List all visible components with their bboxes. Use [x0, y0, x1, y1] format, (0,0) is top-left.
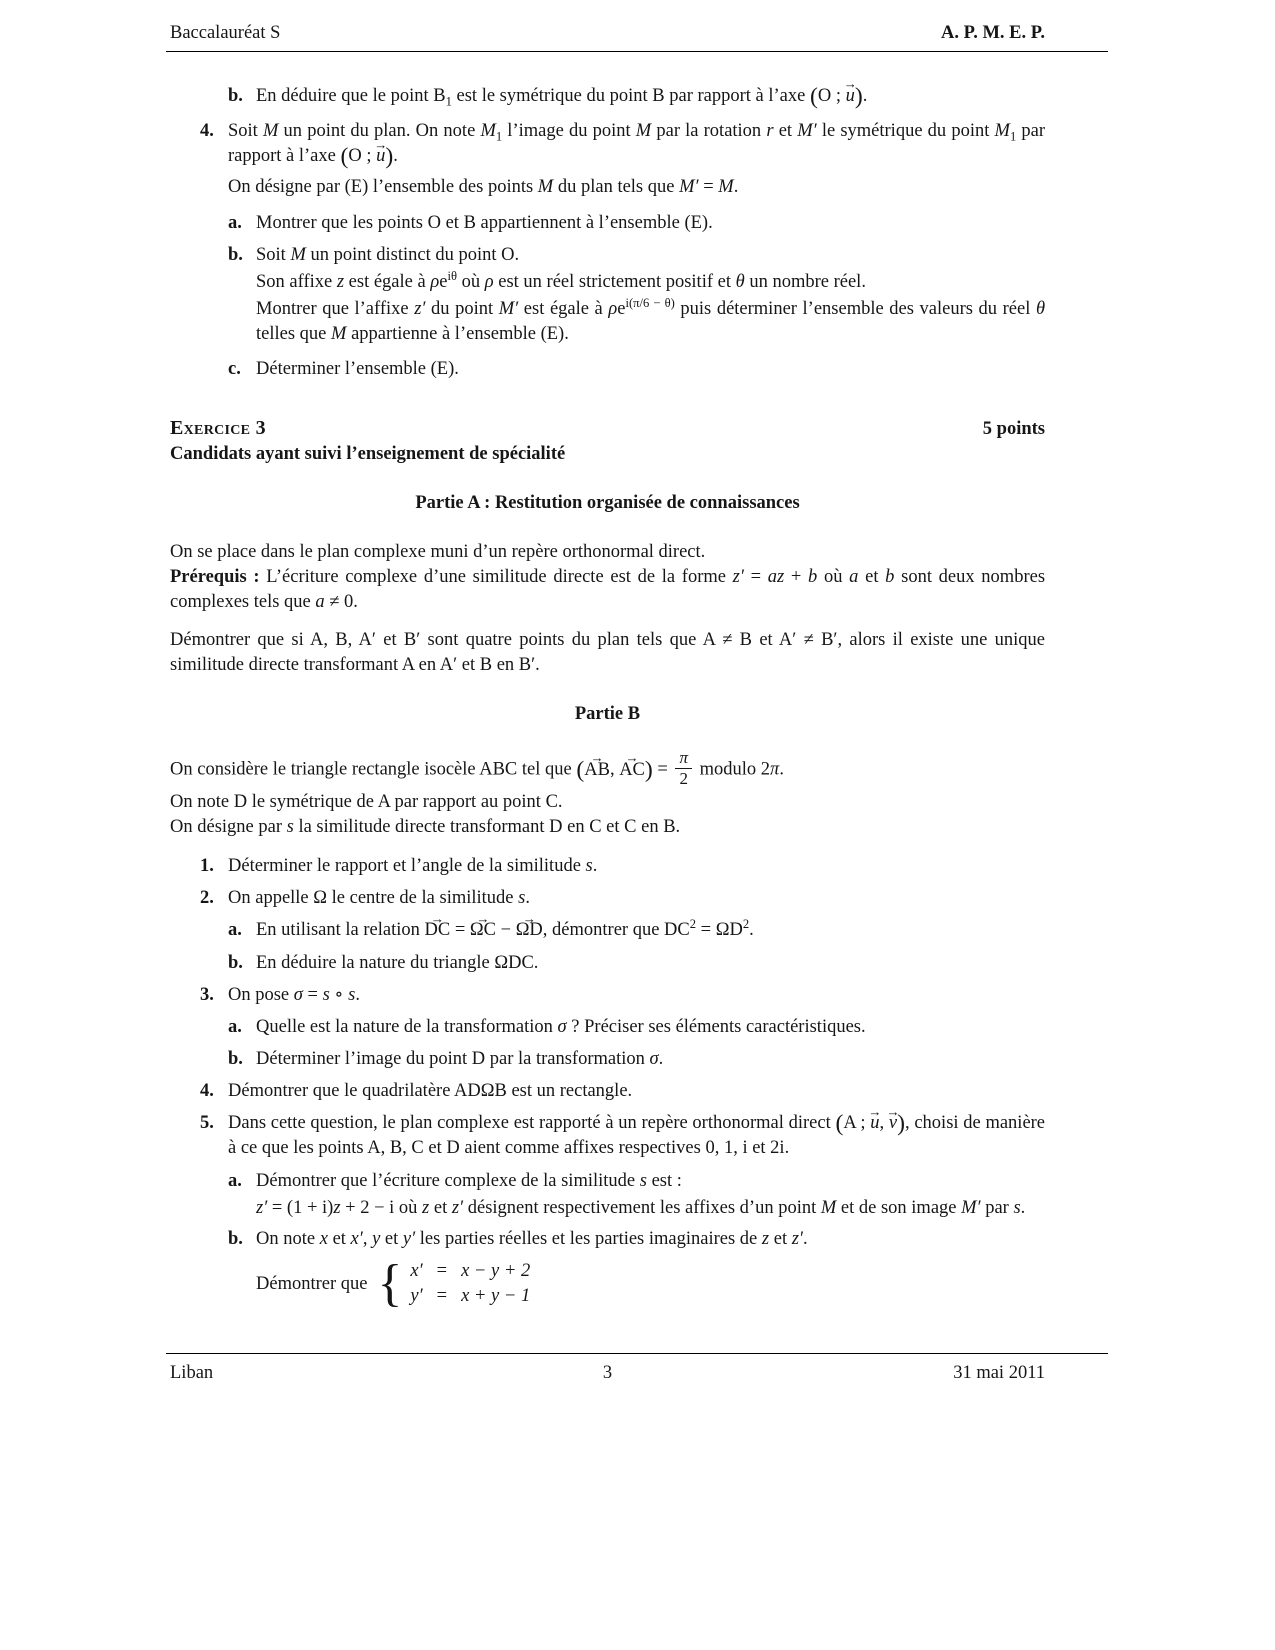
exercise-3-title: Exercice 3	[170, 416, 266, 439]
system-cell: x + y − 1	[461, 1286, 531, 1307]
item-text: En utilisant la relation → DC = → ΩC − → ΩD, démontrer que $DC^2 = \Omega D^2$.	[256, 918, 1045, 943]
header-document-title: Baccalauréat S	[170, 23, 281, 43]
part-a-prerequis: Prérequis : L’écriture complexe d’une similitude directe est de la forme z′ = az + b où a et b sont deux nombres complexes tels que a ≠ 0.	[170, 567, 1046, 613]
item-text: Dans cette question, le plan complexe est rapporté à un repère orthonormal direct (A ; → u, → v), choisi de manière à ce que les points A, B, C et D aient comme affixes respectives 0, 1, i et 2i.	[228, 1111, 1045, 1161]
item-text: Démontrer que le quadrilatère ADΩB est un rectangle.	[228, 1081, 633, 1102]
footer-place: Liban	[170, 1363, 214, 1383]
part-a-intro: On se place dans le plan complexe muni d’un repère orthonormal direct.	[170, 542, 706, 563]
vector-arrow: → u	[870, 1114, 879, 1133]
item-4-ensemble-e: On désigne par (E) l’ensemble des points M du plan tels que M′ = M.	[228, 177, 739, 198]
item-label: a.	[228, 1170, 242, 1191]
item-text: Déterminer le rapport et l’angle de la similitude s.	[228, 856, 598, 877]
system-cell: =	[436, 1261, 448, 1282]
item-label: 5.	[200, 1113, 214, 1134]
item-3b	[228, 1047, 1045, 1072]
vector-arrow: → u	[376, 147, 385, 166]
item-5a	[228, 1169, 1045, 1194]
part-b-triangle: On considère le triangle rectangle isocèle ABC tel que (→ AB, → AC) = $\frac{\pi}{2}$ modulo 2π.	[170, 751, 1045, 790]
item-label: 4.	[200, 121, 214, 142]
item-label: 4.	[200, 1081, 214, 1102]
part-b-symetrique: On note D le symétrique de A par rapport au point C.	[170, 791, 563, 812]
vector-arrow: → ΩC	[470, 921, 496, 940]
item-2b	[228, 951, 1045, 976]
fraction: $\frac{\pi}{2}$	[675, 749, 692, 788]
item-2a	[228, 918, 1045, 943]
part-a-heading: Partie A : Restitution organisée de connaissances	[415, 492, 800, 513]
page-footer	[166, 1353, 1108, 1386]
item-text: On pose σ = s ∘ s.	[228, 984, 360, 1005]
item-label: b.	[228, 86, 243, 106]
item-label: b.	[228, 1228, 243, 1249]
item-3a	[228, 1015, 1045, 1040]
item-label: b.	[228, 1048, 243, 1069]
exercise-3-header	[170, 415, 1045, 442]
item-text: Déterminer l’ensemble (E).	[256, 359, 459, 380]
item-text: Soit M un point distinct du point O.	[256, 244, 520, 265]
page-body	[170, 83, 1046, 1313]
item-label: a.	[228, 920, 242, 941]
item-5	[200, 1111, 1045, 1161]
item-text: Démontrer que l’écriture complexe de la similitude s est :	[256, 1170, 682, 1191]
item-5a-formula: z′ = (1 + i)z + 2 − i où z et z′ désignent respectivement les affixes d’un point M et de son image M′ par s.	[256, 1197, 1026, 1218]
part-b-heading: Partie B	[574, 703, 641, 724]
item-label: a.	[228, 1016, 242, 1037]
part-b-similitude: On désigne par s la similitude directe transformant D en C et C en B.	[170, 816, 681, 837]
item-text: On note x et x′, y et y′ les parties réelles et les parties imaginaires de z et z′.	[256, 1228, 808, 1249]
system-grid	[410, 1259, 530, 1309]
item-4	[200, 119, 1045, 169]
item-4b	[228, 243, 1045, 268]
vector-arrow: → DC	[425, 921, 451, 940]
item-text: Soit M un point du plan. On note $M_1$ l’image du point M par la rotation r et M′ le symétrique du point $M_1$ par rapport à l’axe (O ; → u).	[228, 119, 1045, 169]
vector-arrow: → u	[846, 87, 855, 106]
item-text: Quelle est la nature de la transformation σ ? Préciser ses éléments caractéristiques.	[256, 1016, 866, 1037]
system-cell: y′	[410, 1286, 423, 1307]
item-text: On appelle Ω le centre de la similitude s.	[228, 888, 530, 909]
item-4b-affixe: Son affixe z est égale à $\rho e^{i\theta}$ où ρ est un réel strictement positif et θ un nombre réel.	[256, 268, 866, 292]
item-text: En déduire que le point $B_1$ est le symétrique du point B par rapport à l’axe (O ; → u).	[256, 84, 1045, 109]
exercise-3-points: 5 points	[982, 418, 1045, 439]
item-label: b.	[228, 244, 243, 265]
vector-arrow: → v	[889, 1114, 897, 1133]
header-organization: A. P. M. E. P.	[941, 23, 1045, 43]
exercise-3-subtitle: Candidats ayant suivi l’enseignement de spécialité	[170, 443, 566, 464]
item-label: b.	[228, 952, 243, 973]
system-cell: x − y + 2	[461, 1261, 531, 1282]
vector-arrow: → ΩD	[516, 921, 543, 940]
part-a-demontrer: Démontrer que si A, B, A′ et B′ sont quatre points du plan tels que A ≠ B et A′ ≠ B′, alors il existe une unique similitude directe transformant A en A′ et B en B′.	[170, 629, 1045, 675]
item-label: a.	[228, 212, 242, 233]
vector-arrow: → AB	[584, 761, 610, 780]
item-4-rectangle	[200, 1079, 1045, 1104]
system-cell: =	[436, 1286, 448, 1307]
item-4b-montrer: Montrer que l’affixe z′ du point M′ est égale à $\rho e^{i(\pi/6 - \theta)}$ puis déterminer l’ensemble des valeurs du réel θ telles que M appartienne à l’ensemble (E).	[256, 295, 1046, 345]
vector-arrow: → AC	[619, 761, 645, 780]
left-brace: {	[377, 1255, 403, 1313]
footer-page-number: 3	[602, 1363, 613, 1383]
item-label: 2.	[200, 888, 214, 909]
page-header	[166, 21, 1108, 52]
system-cell: x′	[410, 1261, 423, 1282]
item-label: 1.	[200, 856, 214, 877]
item-text: En déduire la nature du triangle ΩDC.	[256, 952, 539, 973]
system-intro: Démontrer que	[256, 1273, 368, 1294]
item-b	[228, 84, 1045, 109]
item-1	[200, 854, 1045, 879]
item-text: Déterminer l’image du point D par la transformation σ.	[256, 1048, 664, 1069]
item-4a	[228, 211, 1045, 236]
part-b-questions	[170, 854, 1046, 1313]
item-3	[200, 983, 1045, 1008]
item-5b	[228, 1227, 1045, 1252]
equation-system	[256, 1255, 1045, 1313]
item-text: Montrer que les points O et B appartiennent à l’ensemble (E).	[256, 212, 713, 233]
item-4c	[228, 357, 1045, 382]
item-label: c.	[228, 359, 241, 380]
item-2	[200, 886, 1045, 911]
item-label: 3.	[200, 984, 214, 1005]
footer-date: 31 mai 2011	[953, 1363, 1046, 1383]
